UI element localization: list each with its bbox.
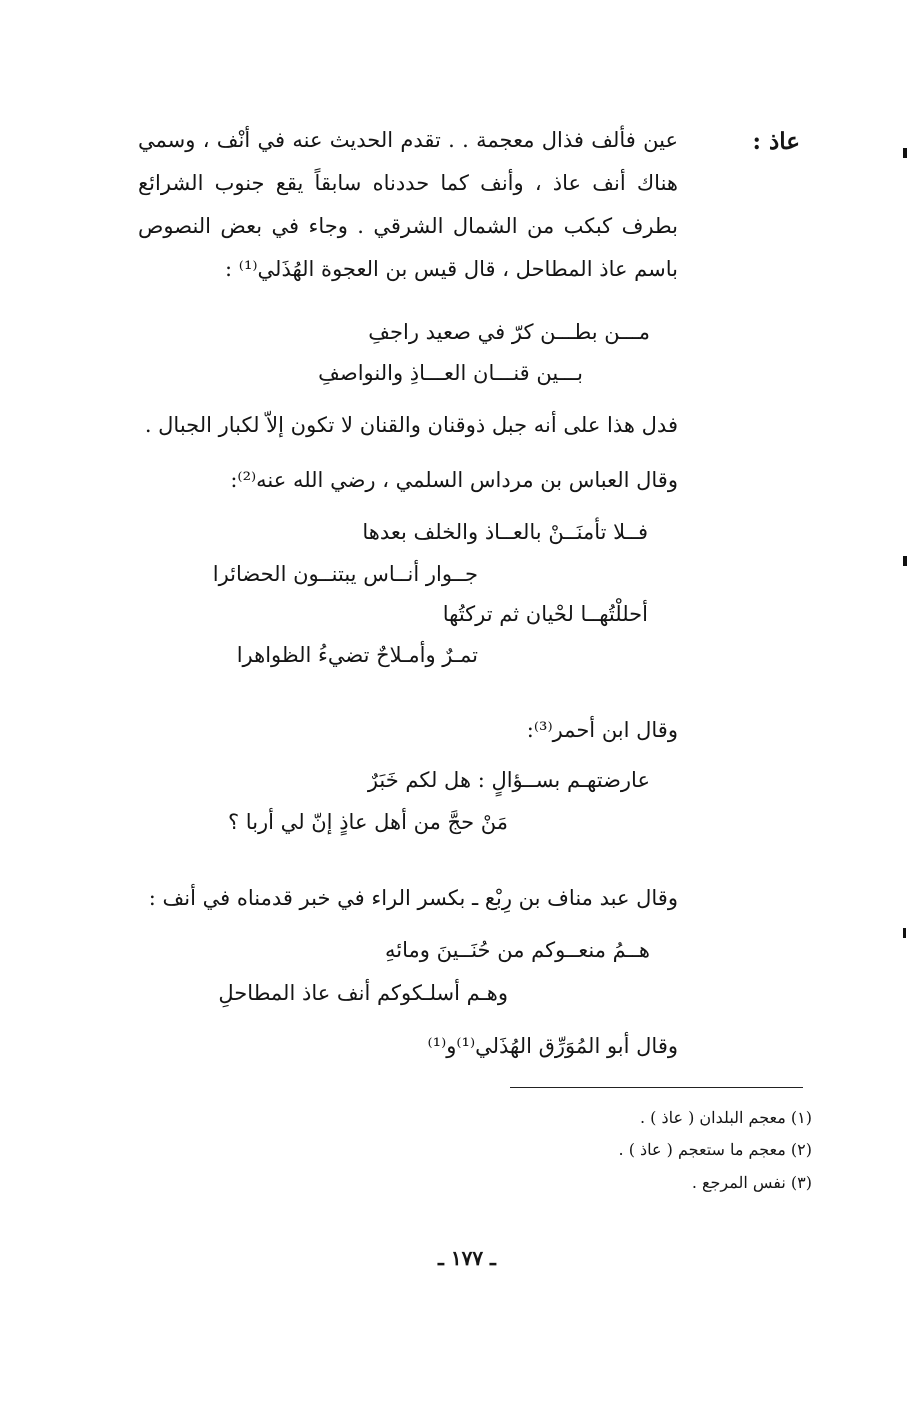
paragraph-1: فدل هذا على أنه جبل ذوقنان والقنان لا تكون إلاّ لكبار الجبال . xyxy=(144,413,678,437)
entry-line-3: بطرف كبكب من الشمال الشرقي . وجاء في بعض النصوص xyxy=(138,214,678,238)
entry-headword: عاذ : xyxy=(752,128,800,155)
poem2-line4: تمـرٌ وأمـلاحٌ تضيءُ الظواهرا xyxy=(236,643,478,667)
intro-5: وقال أبو المُوَرِّق الهُذَلي⁽¹⁾و⁽¹⁾ xyxy=(427,1034,678,1058)
footnote-3: (٣) نفس المرجع . xyxy=(691,1173,812,1192)
footnote-2: (٢) معجم ما ستعجم ( عاذ ) . xyxy=(618,1140,812,1159)
margin-mark xyxy=(903,928,906,938)
poem2-line3: أحللْتُهــا لحْيان ثم تركتُها xyxy=(442,602,648,626)
intro-3: وقال ابن أحمر⁽³⁾: xyxy=(526,718,678,742)
poem2-line2: جــوار أنــاس يبتنــون الحضائرا xyxy=(212,562,478,586)
poem3-line1: عارضتهـم بســؤالٍ : هل لكم خَبَرٌ xyxy=(367,768,650,792)
intro-4: وقال عبد مناف بن رِبْع ـ بكسر الراء في خبر قدمناه في أنف : xyxy=(148,886,678,910)
footnote-1: (١) معجم البلدان ( عاذ ) . xyxy=(639,1108,812,1127)
poem2-line1: فــلا تأمنَــنْ بالعــاذ والخلف بعدها xyxy=(362,520,648,544)
margin-mark xyxy=(903,148,907,158)
footnote-separator xyxy=(510,1087,803,1088)
poem3-line2: مَنْ حجَّ من أهل عاذٍ إنّ لي أربا ؟ xyxy=(227,810,508,834)
margin-mark xyxy=(903,556,907,566)
poem4-line1: هــمُ منعــوكم من حُنَــينَ ومائهِ xyxy=(385,938,650,962)
entry-line-2: هناك أنف عاذ ، وأنف كما حددناه سابقاً يقع جنوب الشرائع xyxy=(138,171,678,195)
poem1-line1: مـــن بطـــن كرّ في صعيد راجفِ xyxy=(368,320,650,344)
poem1-line2: بـــين قنـــان العـــاذِ والنواصفِ xyxy=(318,361,583,385)
intro-2: وقال العباس بن مرداس السلمي ، رضي الله عنه⁽²⁾: xyxy=(230,468,678,492)
entry-line-4: باسم عاذ المطاحل ، قال قيس بن العجوة الهُذَلي⁽¹⁾ : xyxy=(225,257,678,281)
entry-line-1: عين فألف فذال معجمة . . تقدم الحديث عنه في أنْف ، وسمي xyxy=(138,128,678,152)
poem4-line2: وهـم أسلـكوكم أنف عاذ المطاحلِ xyxy=(218,981,508,1005)
page-number: ـ ١٧٧ ـ xyxy=(438,1246,496,1270)
